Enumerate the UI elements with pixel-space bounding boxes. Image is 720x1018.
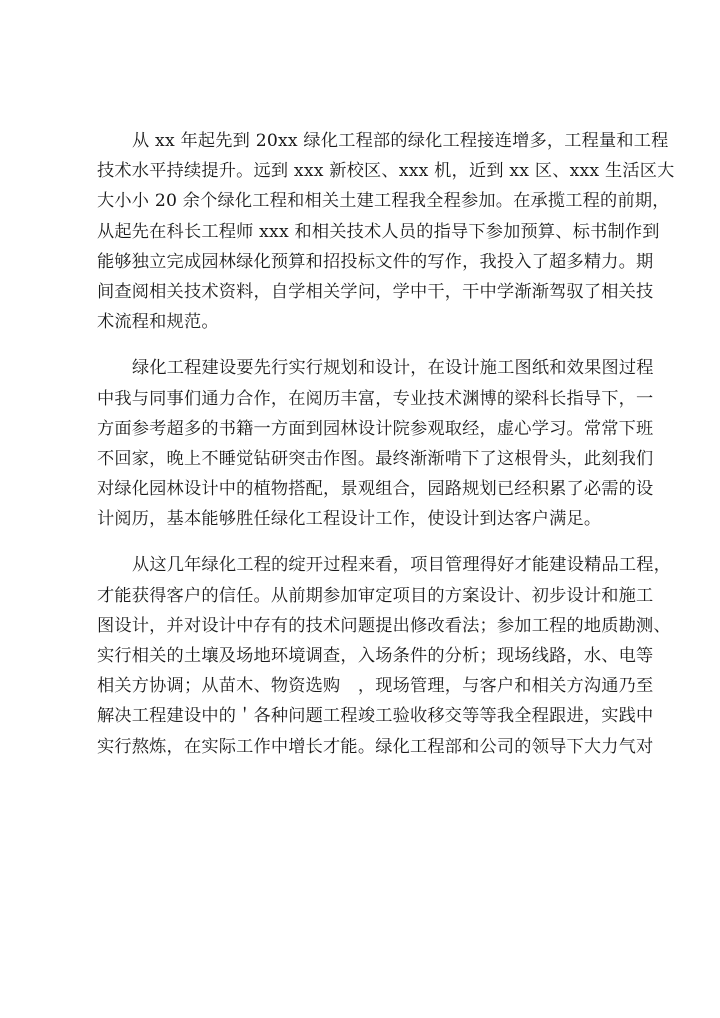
paragraph-line: 能够独立完成园林绿化预算和招投标文件的写作，我投入了超多精力。期 (97, 251, 654, 272)
paragraph-2 (97, 353, 654, 534)
paragraph-1 (97, 126, 675, 337)
paragraph-line: 技术水平持续提升。远到 xxx 新校区、xxx 机，近到 xx 区、xxx 生活区大 (97, 161, 675, 182)
paragraph-line: 方面参考超多的书籍一方面到园林设计院参观取经，虚心学习。常常下班 (97, 418, 654, 439)
paragraph-line: 从 xx 年起先到 20xx 绿化工程部的绿化工程接连增多，工程量和工程 (132, 131, 669, 151)
paragraph-line: 解决工程建设中的＇各种问题工程竣工验收移交等等我全程跟进，实践中 (97, 706, 654, 727)
paragraph-line: 相关方协调；从苗木、物资选购 ，现场管理，与客户和相关方沟通乃至 (97, 676, 654, 697)
paragraph-line: 从这几年绿化工程的绽开过程来看，项目管理得好才能建设精品工程， (132, 555, 672, 576)
paragraph-line: 不回家，晚上不睡觉钻研突击作图。最终渐渐啃下了这根骨头，此刻我们 (97, 448, 654, 469)
paragraph-line: 中我与同事们通力合作，在阅历丰富，专业技术渊博的梁科长指导下，一 (97, 388, 654, 409)
paragraph-line: 才能获得客户的信任。从前期参加审定项目的方案设计、初步设计和施工 (97, 585, 654, 606)
paragraph-line: 从起先在科长工程师 xxx 和相关技术人员的指导下参加预算、标书制作到 (97, 221, 660, 242)
paragraph-line: 对绿化园林设计中的植物搭配，景观组合，园路规划已经积累了必需的设 (97, 479, 654, 500)
paragraph-3 (97, 550, 672, 761)
paragraph-line: 大小小 20 余个绿化工程和相关土建工程我全程参加。在承揽工程的前期， (97, 191, 670, 212)
paragraph-line: 间查阅相关技术资料，自学相关学问，学中干，干中学渐渐驾驭了相关技 (97, 281, 654, 302)
paragraph-line: 实行相关的土壤及场地环境调查，入场条件的分析；现场线路，水、电等 (97, 646, 654, 666)
paragraph-line: 计阅历，基本能够胜任绿化工程设计工作，使设计到达客户满足。 (97, 509, 602, 530)
paragraph-line: 图设计，并对设计中存有的技术问题提出修改看法；参加工程的地质勘测、 (97, 615, 671, 636)
paragraph-line: 实行熬炼，在实际工作中增长才能。绿化工程部和公司的领导下大力气对 (97, 736, 654, 757)
paragraph-line: 术流程和规范。 (97, 312, 219, 333)
paragraph-line: 绿化工程建设要先行实行规划和设计，在设计施工图纸和效果图过程 (132, 358, 654, 379)
document-body (97, 126, 675, 762)
